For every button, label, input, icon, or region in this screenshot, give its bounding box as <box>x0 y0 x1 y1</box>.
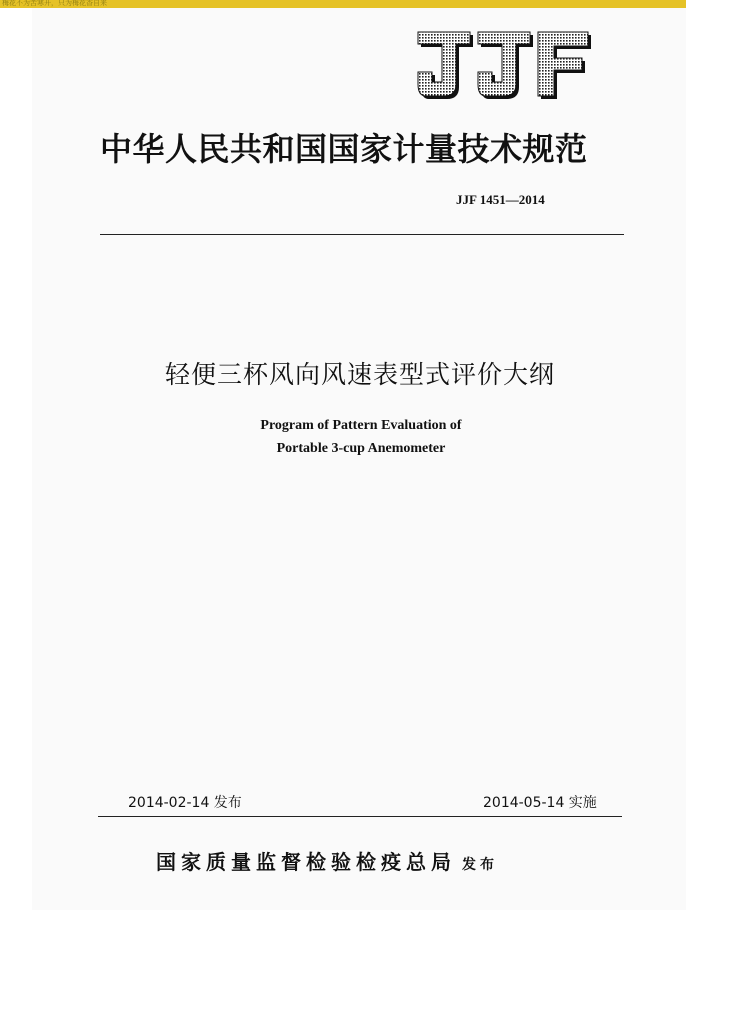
bottom-divider <box>98 816 622 817</box>
main-title: 中华人民共和国国家计量技术规范 <box>100 130 588 168</box>
top-divider <box>100 234 624 235</box>
publisher-suffix: 发布 <box>462 857 498 873</box>
publisher <box>156 846 498 875</box>
document-title-en-line1: Program of Pattern Evaluation of <box>260 418 462 433</box>
document-title-en-line2: Portable 3-cup Anemometer <box>276 441 446 456</box>
jjf-logo <box>416 28 592 100</box>
header-strip-text: 梅花不为苦寒开，只为梅花香自来 <box>2 0 107 7</box>
standard-code: JJF 1451—2014 <box>456 192 545 207</box>
header-strip <box>0 0 686 8</box>
publisher-name: 国家质量监督检验检疫总局 <box>156 850 456 874</box>
issue-date: 2014-02-14 发布 <box>128 795 242 811</box>
effective-date: 2014-05-14 实施 <box>483 795 597 811</box>
document-title-cn: 轻便三杯风向风速表型式评价大纲 <box>164 360 555 389</box>
